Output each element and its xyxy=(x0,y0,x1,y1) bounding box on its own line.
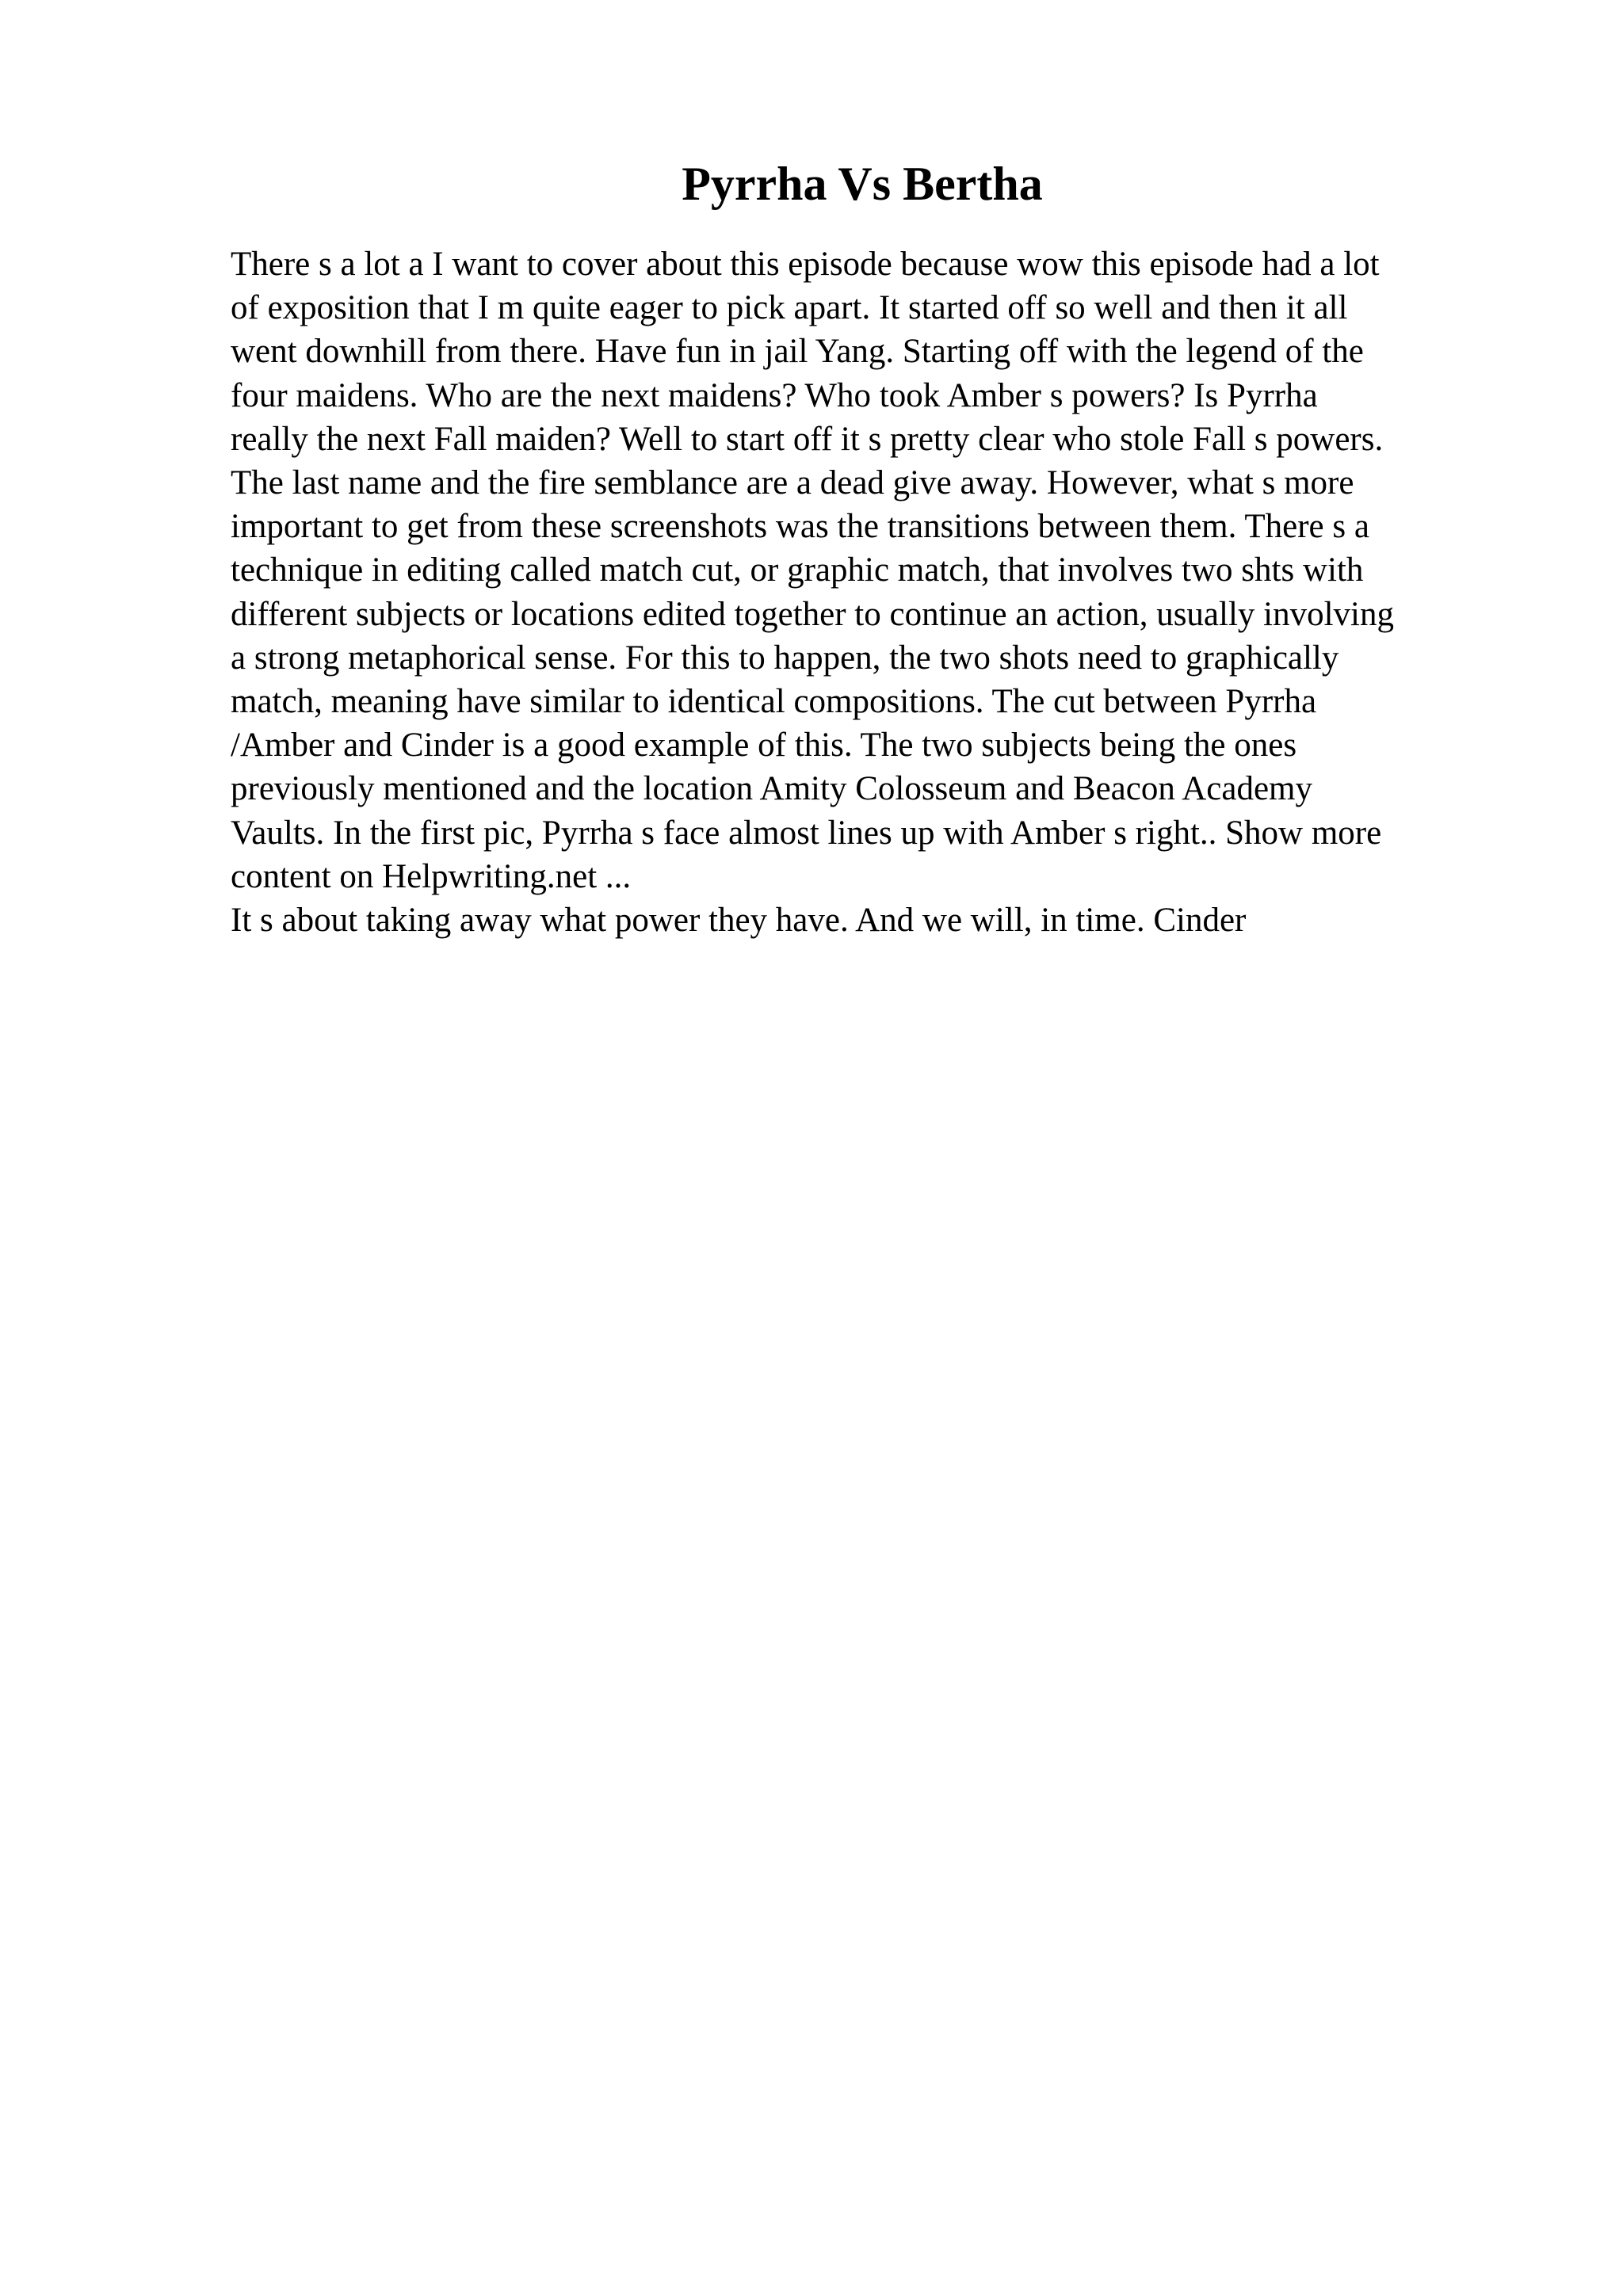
paragraph-line: went downhill from there. Have fun in jail Yang. Starting off with the legend of the xyxy=(231,333,1364,371)
paragraph-line: Vaults. In the first pic, Pyrrha s face almost lines up with Amber s right.. Show more xyxy=(231,814,1382,852)
paragraph-line: /Amber and Cinder is a good example of this. The two subjects being the ones xyxy=(231,727,1297,765)
document-body xyxy=(231,242,1514,942)
paragraph-line: There s a lot a I want to cover about this episode because wow this episode had a lot xyxy=(231,246,1380,283)
paragraph-line: of exposition that I m quite eager to pick apart. It started off so well and then it all xyxy=(231,289,1348,327)
paragraph-line: really the next Fall maiden? Well to start off it s pretty clear who stole Fall s powers. xyxy=(231,420,1384,458)
paragraph-line: content on Helpwriting.net ... xyxy=(231,857,632,895)
paragraph-line: important to get from these screenshots was the transitions between them. There s a xyxy=(231,508,1369,546)
document-title: Pyrrha Vs Bertha xyxy=(682,158,1043,210)
paragraph-line: match, meaning have similar to identical compositions. The cut between Pyrrha xyxy=(231,683,1317,721)
paragraph-line: previously mentioned and the location Amity Colosseum and Beacon Academy xyxy=(231,770,1312,808)
paragraph-line: four maidens. Who are the next maidens? Who took Amber s powers? Is Pyrrha xyxy=(231,376,1318,414)
paragraph-line: The last name and the fire semblance are a dead give away. However, what s more xyxy=(231,464,1354,502)
second-paragraph: It s about taking away what power they have. And we will, in time. Cinder xyxy=(231,902,1247,940)
paragraph-line: technique in editing called match cut, or graphic match, that involves two shts with xyxy=(231,551,1364,589)
paragraph-line: a strong metaphorical sense. For this to happen, the two shots need to graphically xyxy=(231,639,1339,677)
paragraph-line: different subjects or locations edited together to continue an action, usually involving xyxy=(231,595,1395,633)
